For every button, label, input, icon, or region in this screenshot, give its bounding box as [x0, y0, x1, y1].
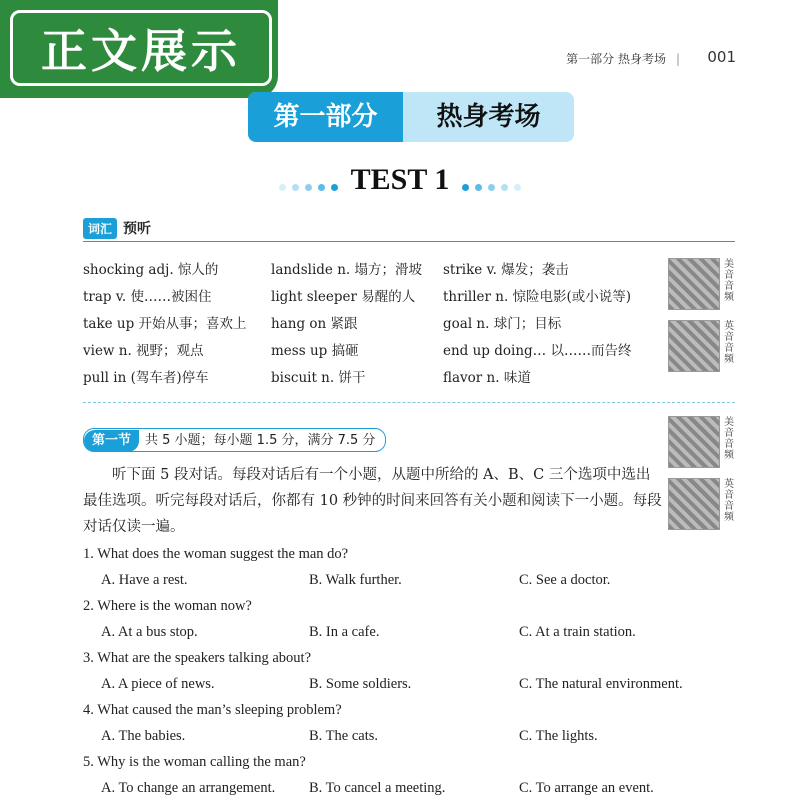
vocab-tag: 词汇	[83, 218, 117, 239]
vocab-section-name: 预听	[123, 221, 152, 237]
test-heading	[0, 163, 800, 199]
vocab-row	[83, 339, 663, 366]
us-audio-label: 美音音频	[724, 259, 734, 303]
running-header: 第一部分 热身考场 |	[566, 52, 680, 66]
vocab-item: hang on 紧跟	[271, 316, 358, 332]
options-row	[83, 726, 743, 752]
option-b: B. The cats.	[309, 728, 378, 744]
vocab-item: take up 开始从事；喜欢上	[83, 316, 247, 332]
option-a: A. At a bus stop.	[101, 624, 198, 640]
question-text: 5. Why is the woman calling the man?	[83, 754, 306, 770]
vocab-row	[83, 258, 663, 285]
promo-badge	[0, 0, 278, 98]
option-b: B. Walk further.	[309, 572, 402, 588]
option-b: B. In a cafe.	[309, 624, 380, 640]
dots-right-decoration	[459, 165, 524, 199]
test-title: TEST 1	[350, 163, 450, 196]
option-b: B. Some soldiers.	[309, 676, 412, 692]
options-row	[83, 570, 743, 596]
question-text: 1. What does the woman suggest the man do?	[83, 546, 349, 562]
option-a: A. A piece of news.	[101, 676, 215, 692]
option-c: C. The lights.	[519, 728, 598, 744]
vocab-item: thriller n. 惊险电影(或小说等)	[443, 289, 632, 305]
vocab-item: light sleeper 易醒的人	[271, 289, 416, 305]
vocab-item: mess up 搞砸	[271, 343, 359, 359]
question-text: 2. Where is the woman now?	[83, 598, 252, 614]
section1-desc: 共 5 小题；每小题 1.5 分，满分 7.5 分	[145, 433, 376, 448]
vocab-row	[83, 312, 663, 339]
question-text: 4. What caused the man’s sleeping problem?	[83, 702, 342, 718]
vocab-item: flavor n. 味道	[443, 370, 531, 386]
option-a: A. Have a rest.	[101, 572, 188, 588]
option-c: C. To arrange an event.	[519, 780, 654, 796]
running-header-section: 第一部分 热身考场	[566, 52, 666, 66]
vocab-list	[83, 258, 663, 393]
option-a: A. To change an arrangement.	[101, 780, 276, 796]
vocab-item: pull in (驾车者)停车	[83, 370, 209, 386]
part-banner-left: 第一部分	[248, 92, 403, 142]
part-banner	[248, 92, 574, 142]
vocab-row	[83, 366, 663, 393]
option-c: C. See a doctor.	[519, 572, 611, 588]
uk-audio-label: 英音音频	[724, 321, 734, 365]
us-audio-qr-code[interactable]	[668, 258, 720, 310]
vocab-section-heading	[83, 218, 151, 239]
option-b: B. To cancel a meeting.	[309, 780, 446, 796]
us-audio-qr-code[interactable]	[668, 416, 720, 468]
us-audio-label: 美音音频	[724, 417, 734, 461]
vocab-item: landslide n. 塌方；滑坡	[271, 262, 422, 278]
promo-badge-label: 正文展示	[10, 10, 272, 86]
vocab-item: strike v. 爆发；袭击	[443, 262, 569, 278]
options-row	[83, 778, 743, 804]
page-number: 001	[707, 48, 736, 66]
dashed-divider	[83, 402, 735, 403]
question-text: 3. What are the speakers talking about?	[83, 650, 312, 666]
vocab-item: goal n. 球门；目标	[443, 316, 562, 332]
part-banner-right: 热身考场	[436, 102, 541, 132]
section1-heading	[83, 428, 386, 452]
vocab-item: biscuit n. 饼干	[271, 370, 366, 386]
dots-left-decoration	[276, 165, 341, 199]
option-a: A. The babies.	[101, 728, 186, 744]
options-row	[83, 674, 743, 700]
instructions: 听下面 5 段对话。每段对话后有一个小题，从题中所给的 A、B、C 三个选项中选出最佳选项。听完每段对话后，你都有 10 秒钟的时间来回答有关小题和阅读下一小题。每段对话仅读一遍。	[83, 467, 662, 535]
vocab-item: end up doing… 以……而告终	[443, 343, 632, 359]
uk-audio-label: 英音音频	[724, 479, 734, 523]
option-c: C. The natural environment.	[519, 676, 683, 692]
option-c: C. At a train station.	[519, 624, 636, 640]
vocab-item: trap v. 使……被困住	[83, 289, 212, 305]
divider	[83, 241, 735, 242]
uk-audio-qr-code[interactable]	[668, 320, 720, 372]
section1-title: 第一节	[84, 430, 139, 452]
vocab-row	[83, 285, 663, 312]
vocab-item: view n. 视野；观点	[83, 343, 204, 359]
options-row	[83, 622, 743, 648]
question-list	[83, 544, 743, 804]
vocab-item: shocking adj. 惊人的	[83, 262, 219, 278]
uk-audio-qr-code[interactable]	[668, 478, 720, 530]
